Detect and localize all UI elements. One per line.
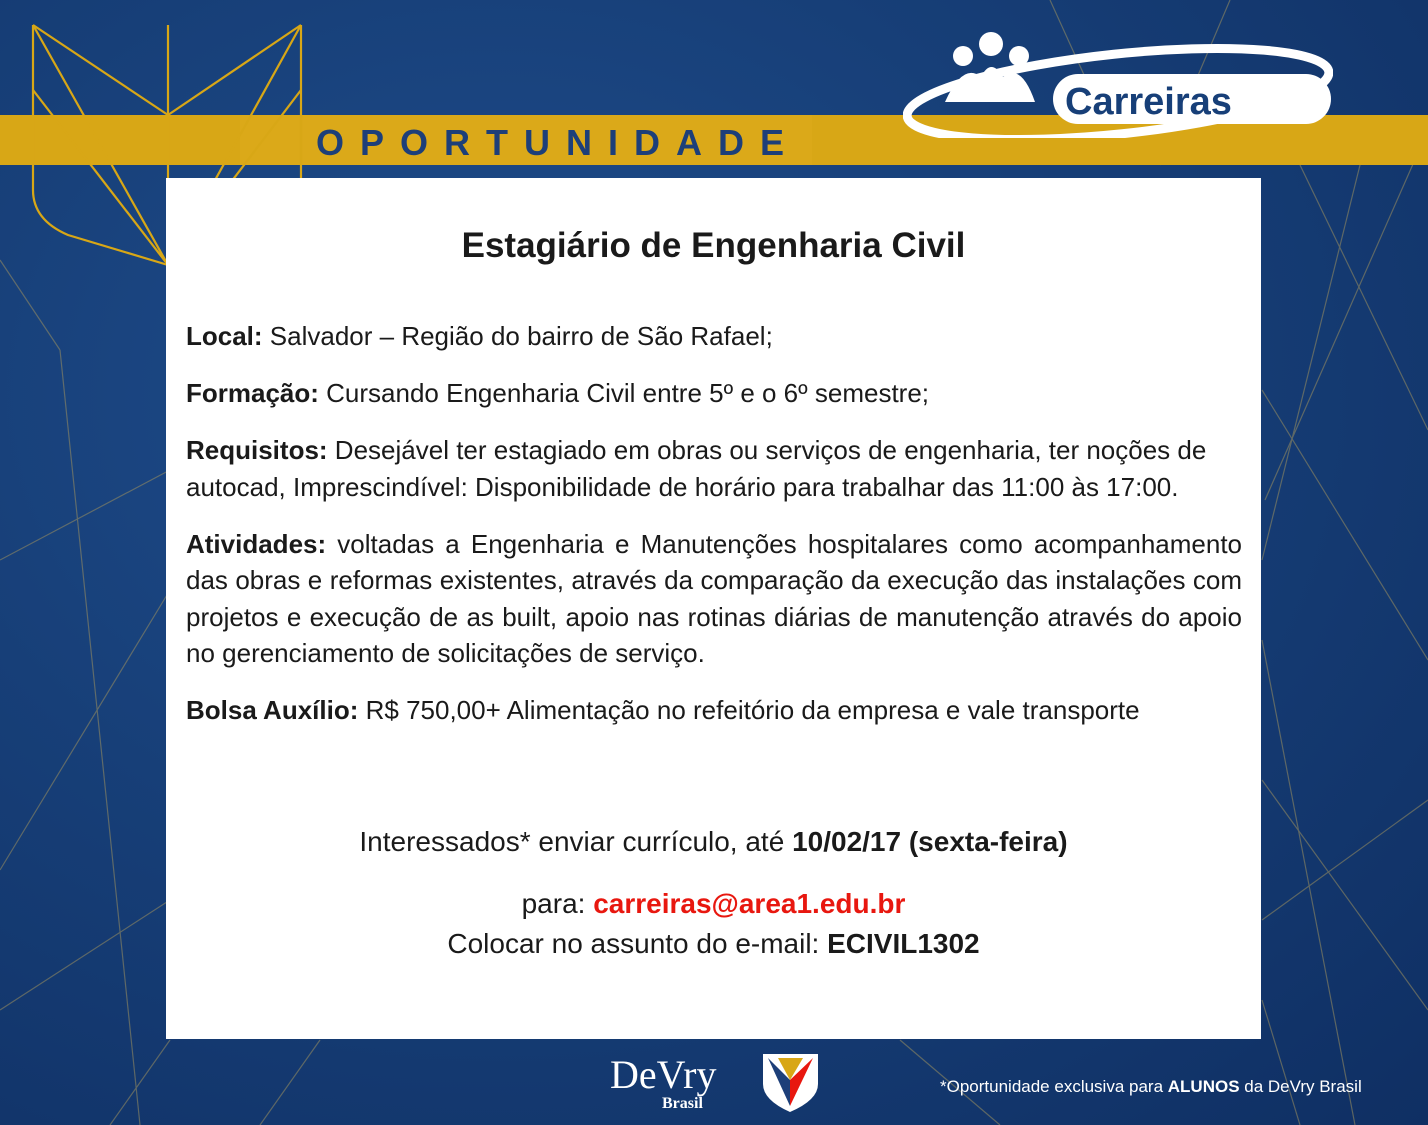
formacao-label: Formação: xyxy=(186,378,319,408)
devry-logo xyxy=(608,1050,833,1115)
apply-para: para: xyxy=(521,888,594,919)
apply-subject-code: ECIVIL1302 xyxy=(827,928,980,959)
requisitos-row xyxy=(186,432,1242,505)
job-details xyxy=(186,318,1242,749)
bolsa-value: R$ 750,00+ Alimentação no refeitório da empresa e vale transporte xyxy=(358,695,1140,725)
bolsa-label: Bolsa Auxílio: xyxy=(186,695,359,725)
requisitos-value: Desejável ter estagiado em obras ou serviços de engenharia, ter noções de autocad, Imprescindível: Disponibilidade de horário para trabalhar das 11:00 às 17:00. xyxy=(186,435,1207,502)
atividades-row xyxy=(186,526,1242,672)
footnote-suffix: da DeVry Brasil xyxy=(1239,1077,1362,1096)
carreiras-logo xyxy=(903,32,1333,138)
formacao-value: Cursando Engenharia Civil entre 5º e o 6º semestre; xyxy=(318,378,930,408)
apply-prefix: Interessados* enviar currículo, até xyxy=(359,826,793,857)
atividades-value: voltadas a Engenharia e Manutenções hospitalares como acompanhamento das obras e reformas existentes, através da comparação da execução das instalações com projetos e execução de as built, apoio nas rotinas diárias de manutenção através do apoio no gerenciamento de solicitações de serviço. xyxy=(186,528,1242,668)
footnote-prefix: *Oportunidade exclusiva para xyxy=(940,1077,1168,1096)
local-label: Local: xyxy=(186,321,263,351)
footnote xyxy=(940,1077,1362,1097)
apply-subject-line xyxy=(166,928,1261,960)
logo-text: Carreiras xyxy=(1065,81,1232,123)
bolsa-row xyxy=(186,692,1242,729)
formacao-row xyxy=(186,375,1242,412)
footnote-bold: ALUNOS xyxy=(1167,1077,1240,1096)
atividades-label: Atividades: xyxy=(186,528,327,559)
apply-deadline xyxy=(166,826,1261,858)
devry-brand-sub: Brasil xyxy=(662,1095,703,1112)
apply-email-link[interactable]: carreiras@area1.edu.br xyxy=(593,888,906,919)
banner-title: OPORTUNIDADE xyxy=(316,122,801,163)
devry-shield-icon xyxy=(763,1054,818,1112)
job-card xyxy=(166,178,1261,1039)
apply-deadline-date: 10/02/17 (sexta-feira) xyxy=(792,826,1068,857)
devry-brand: DeVry xyxy=(610,1052,717,1097)
local-row xyxy=(186,318,1242,355)
local-value: Salvador – Região do bairro de São Rafael; xyxy=(262,321,773,351)
apply-email-line xyxy=(166,888,1261,920)
apply-subject-prefix: Colocar no assunto do e-mail: xyxy=(447,928,828,959)
job-title: Estagiário de Engenharia Civil xyxy=(461,226,966,265)
requisitos-label: Requisitos: xyxy=(186,435,328,465)
